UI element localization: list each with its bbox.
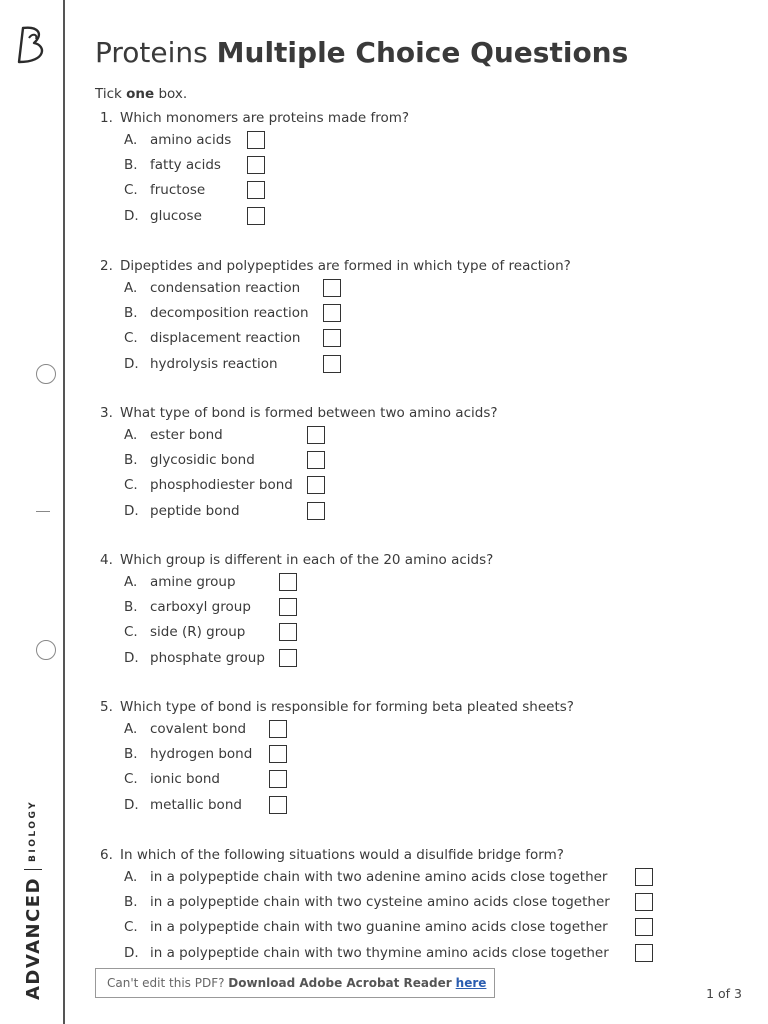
- answer-checkbox-1-d[interactable]: [247, 207, 265, 225]
- answer-checkbox-1-a[interactable]: [247, 131, 265, 149]
- question-5: [100, 699, 574, 715]
- option-letter: D.: [124, 797, 139, 813]
- title-main: Multiple Choice Questions: [216, 36, 629, 69]
- option-3-b: [124, 450, 255, 470]
- brand-divider: [24, 869, 42, 870]
- answer-checkbox-3-a[interactable]: [307, 426, 325, 444]
- option-3-c: [124, 475, 293, 495]
- option-6-d: [124, 943, 609, 963]
- question-number: 4.: [100, 552, 113, 568]
- option-5-b: [124, 744, 252, 764]
- option-letter: B.: [124, 599, 138, 615]
- margin-rule: [63, 0, 65, 1024]
- download-link[interactable]: here: [455, 976, 487, 990]
- question-1: [100, 110, 409, 126]
- option-letter: A.: [124, 574, 138, 590]
- instruction-post: box.: [158, 86, 188, 102]
- option-letter: C.: [124, 919, 138, 935]
- page-indicator: 1 of 3: [706, 986, 742, 1001]
- option-letter: B.: [124, 305, 138, 321]
- option-1-a: [124, 130, 231, 150]
- option-text: amine group: [150, 574, 236, 590]
- instruction: [95, 86, 187, 102]
- option-1-d: [124, 206, 202, 226]
- option-letter: A.: [124, 132, 138, 148]
- option-text: in a polypeptide chain with two thymine amino acids close together: [150, 945, 609, 961]
- option-2-c: [124, 328, 300, 348]
- option-2-d: [124, 354, 278, 374]
- question-text: Which monomers are proteins made from?: [120, 110, 410, 126]
- answer-checkbox-6-a[interactable]: [635, 868, 653, 886]
- answer-checkbox-3-b[interactable]: [307, 451, 325, 469]
- brand-sub-text: BIOLOGY: [28, 799, 38, 862]
- punch-hole-top: [36, 364, 56, 384]
- option-text: covalent bond: [150, 721, 247, 737]
- option-text: hydrogen bond: [150, 746, 253, 762]
- option-1-b: [124, 155, 221, 175]
- option-5-d: [124, 795, 242, 815]
- option-text: metallic bond: [150, 797, 242, 813]
- option-text: glycosidic bond: [150, 452, 255, 468]
- option-text: ionic bond: [150, 771, 220, 787]
- option-text: phosphate group: [150, 650, 265, 666]
- option-text: in a polypeptide chain with two guanine amino acids close together: [150, 919, 608, 935]
- brand-logo-icon: [14, 24, 50, 66]
- question-number: 6.: [100, 847, 113, 863]
- question-number: 5.: [100, 699, 113, 715]
- answer-checkbox-1-c[interactable]: [247, 181, 265, 199]
- option-letter: D.: [124, 650, 139, 666]
- option-letter: D.: [124, 503, 139, 519]
- option-text: ester bond: [150, 427, 223, 443]
- answer-checkbox-4-c[interactable]: [279, 623, 297, 641]
- option-2-b: [124, 303, 309, 323]
- option-letter: C.: [124, 771, 138, 787]
- option-4-d: [124, 648, 265, 668]
- answer-checkbox-2-d[interactable]: [323, 355, 341, 373]
- answer-checkbox-3-c[interactable]: [307, 476, 325, 494]
- option-letter: D.: [124, 945, 139, 961]
- option-1-c: [124, 180, 205, 200]
- option-text: in a polypeptide chain with two adenine amino acids close together: [150, 869, 608, 885]
- answer-checkbox-6-c[interactable]: [635, 918, 653, 936]
- option-text: side (R) group: [150, 624, 246, 640]
- question-text: What type of bond is formed between two amino acids?: [120, 405, 498, 421]
- page-title: [95, 36, 628, 69]
- option-letter: A.: [124, 427, 138, 443]
- brand-wordmark: [20, 800, 46, 1000]
- edit-notice: [95, 968, 495, 998]
- title-subject: Proteins: [95, 36, 208, 69]
- option-text: displacement reaction: [150, 330, 301, 346]
- question-number: 2.: [100, 258, 113, 274]
- option-letter: C.: [124, 330, 138, 346]
- option-6-a: [124, 867, 607, 887]
- question-3: [100, 405, 498, 421]
- answer-checkbox-5-a[interactable]: [269, 720, 287, 738]
- answer-checkbox-5-c[interactable]: [269, 770, 287, 788]
- option-6-b: [124, 892, 610, 912]
- option-5-a: [124, 719, 246, 739]
- instruction-emphasis: one: [126, 86, 155, 102]
- punch-hole-bottom: [36, 640, 56, 660]
- option-text: carboxyl group: [150, 599, 251, 615]
- question-text: Which group is different in each of the 20 amino acids?: [120, 552, 494, 568]
- question-text: Dipeptides and polypeptides are formed in which type of reaction?: [120, 258, 571, 274]
- option-letter: C.: [124, 477, 138, 493]
- brand-main-text: ADVANCED: [22, 876, 44, 1000]
- answer-checkbox-5-b[interactable]: [269, 745, 287, 763]
- option-text: decomposition reaction: [150, 305, 309, 321]
- instruction-pre: Tick: [95, 86, 122, 102]
- question-text: Which type of bond is responsible for forming beta pleated sheets?: [120, 699, 574, 715]
- question-6: [100, 847, 564, 863]
- option-3-a: [124, 425, 223, 445]
- option-2-a: [124, 278, 300, 298]
- answer-checkbox-2-a[interactable]: [323, 279, 341, 297]
- option-4-b: [124, 597, 251, 617]
- option-letter: A.: [124, 869, 138, 885]
- option-text: condensation reaction: [150, 280, 301, 296]
- option-text: peptide bond: [150, 503, 240, 519]
- answer-checkbox-4-b[interactable]: [279, 598, 297, 616]
- option-letter: A.: [124, 721, 138, 737]
- answer-checkbox-5-d[interactable]: [269, 796, 287, 814]
- fold-mark: [36, 511, 50, 512]
- option-letter: B.: [124, 452, 138, 468]
- edit-notice-prefix: Can't edit this PDF?: [107, 976, 225, 990]
- option-5-c: [124, 769, 220, 789]
- answer-checkbox-6-b[interactable]: [635, 893, 653, 911]
- option-text: fructose: [150, 182, 206, 198]
- answer-checkbox-2-c[interactable]: [323, 329, 341, 347]
- option-text: hydrolysis reaction: [150, 356, 278, 372]
- answer-checkbox-3-d[interactable]: [307, 502, 325, 520]
- option-4-a: [124, 572, 236, 592]
- option-text: amino acids: [150, 132, 232, 148]
- option-text: in a polypeptide chain with two cysteine amino acids close together: [150, 894, 610, 910]
- edit-notice-bold: Download Adobe Acrobat Reader: [228, 976, 452, 990]
- question-number: 1.: [100, 110, 113, 126]
- option-letter: C.: [124, 182, 138, 198]
- option-text: phosphodiester bond: [150, 477, 293, 493]
- option-letter: D.: [124, 208, 139, 224]
- option-text: fatty acids: [150, 157, 221, 173]
- option-6-c: [124, 917, 608, 937]
- option-letter: B.: [124, 157, 138, 173]
- question-number: 3.: [100, 405, 113, 421]
- option-letter: B.: [124, 894, 138, 910]
- answer-checkbox-2-b[interactable]: [323, 304, 341, 322]
- answer-checkbox-6-d[interactable]: [635, 944, 653, 962]
- answer-checkbox-4-d[interactable]: [279, 649, 297, 667]
- option-letter: C.: [124, 624, 138, 640]
- question-text: In which of the following situations would a disulfide bridge form?: [120, 847, 564, 863]
- option-letter: D.: [124, 356, 139, 372]
- option-letter: B.: [124, 746, 138, 762]
- question-4: [100, 552, 493, 568]
- option-4-c: [124, 622, 245, 642]
- answer-checkbox-4-a[interactable]: [279, 573, 297, 591]
- answer-checkbox-1-b[interactable]: [247, 156, 265, 174]
- option-text: glucose: [150, 208, 202, 224]
- option-3-d: [124, 501, 240, 521]
- question-2: [100, 258, 571, 274]
- option-letter: A.: [124, 280, 138, 296]
